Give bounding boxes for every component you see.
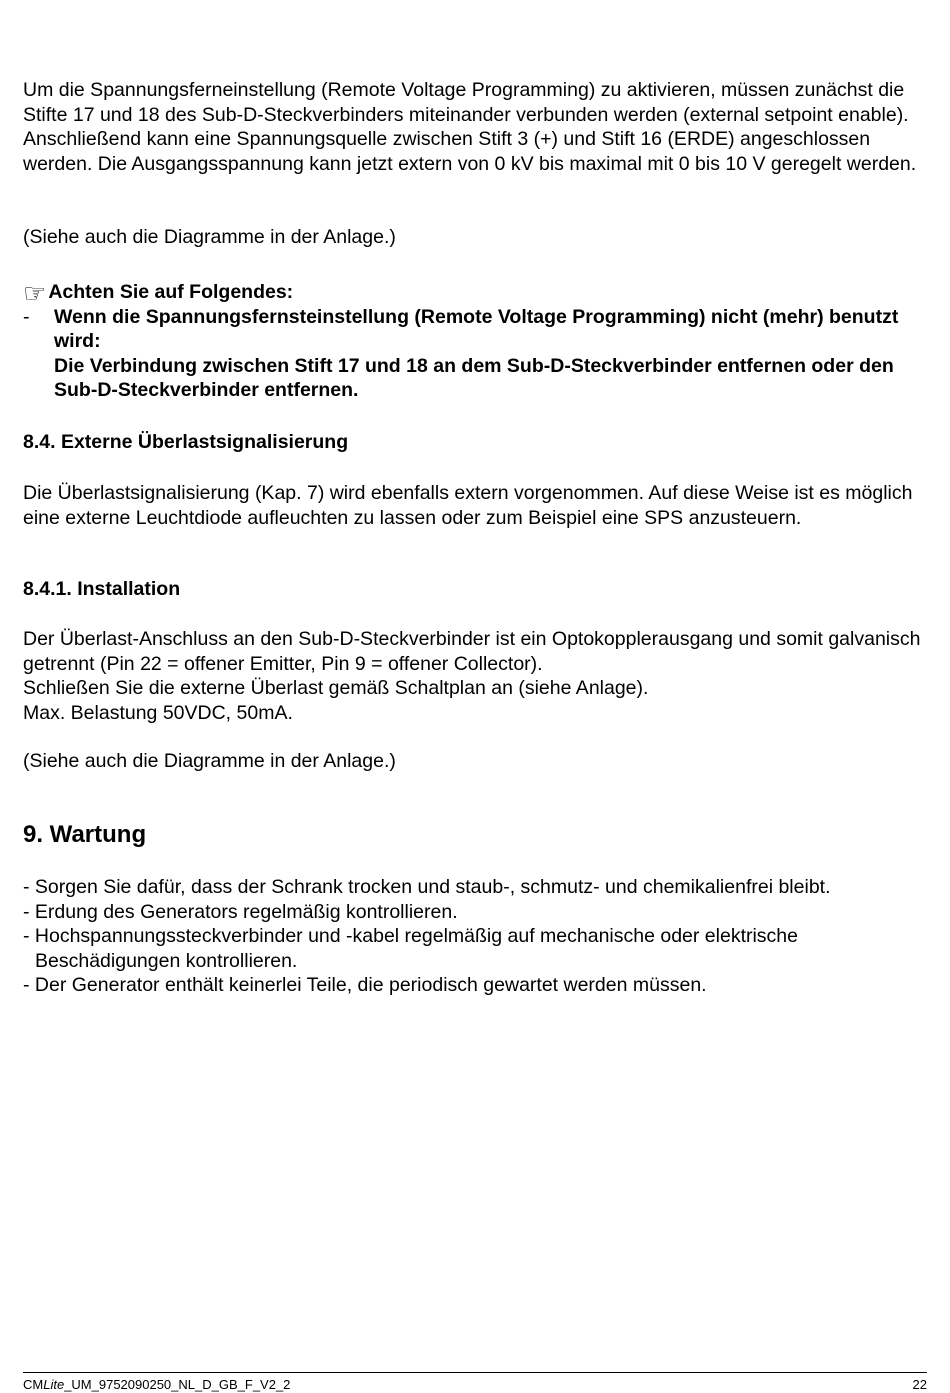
maintenance-item: - Erdung des Generators regelmäßig kontrollieren. [23, 900, 458, 923]
pointing-hand-icon: ☞ [23, 277, 47, 308]
paragraph-8-4: Die Überlastsignalisierung (Kap. 7) wird ebenfalls extern vorgenommen. Auf diese Weise ist es möglich eine externe Leuchtdiode aufleuchten zu lassen oder zum Beispiel eine SPS anzusteuern. [23, 482, 913, 529]
intro-paragraph: Um die Spannungsferneinstellung (Remote Voltage Programming) zu aktivieren, müssen zunächst die Stifte 17 und 18 des Sub-D-Steckverbinders miteinander verbunden werden (external setpoint enable). Anschließend kann eine Spannungsquelle zwischen Stift 3 (+) und Stift 16 (ERDE) angeschlossen werden. Die Ausgangsspannung kann jetzt extern von 0 kV bis maximal mit 0 bis 10 V geregelt werden. [23, 79, 917, 175]
heading-8-4: 8.4. Externe Überlastsignalisierung [23, 431, 349, 453]
document-id [23, 1377, 290, 1392]
see-also-note-2: (Siehe auch die Diagramme in der Anlage.) [23, 750, 396, 772]
notice-block [23, 277, 927, 403]
installation-block [23, 627, 923, 725]
document-id-prefix: CM [23, 1377, 44, 1392]
notice-line-2: Die Verbindung zwischen Stift 17 und 18 an dem Sub-D-Steckverbinder entfernen oder den Sub-D-Steckverbinder entfernen. [54, 354, 894, 401]
installation-line-1: Der Überlast-Anschluss an den Sub-D-Steckverbinder ist ein Optokopplerausgang und somit galvanisch getrennt (Pin 22 = offener Emitter, Pin 9 = offener Collector). [23, 628, 921, 675]
heading-8-4-1: 8.4.1. Installation [23, 578, 181, 600]
heading-9: 9. Wartung [23, 821, 147, 848]
notice-heading-row [23, 277, 927, 308]
maintenance-item: - Sorgen Sie dafür, dass der Schrank trocken und staub-, schmutz- und chemikalienfrei bleibt. [23, 876, 831, 898]
notice-line-1: Wenn die Spannungsfernsteinstellung (Remote Voltage Programming) nicht (mehr) benutzt wird: [54, 305, 899, 352]
page-footer [23, 1372, 927, 1392]
document-id-italic: Lite [43, 1377, 65, 1392]
see-also-note: (Siehe auch die Diagramme in der Anlage.) [23, 226, 396, 248]
installation-line-2: Schließen Sie die externe Überlast gemäß Schaltplan an (siehe Anlage). [23, 677, 649, 699]
installation-line-3: Max. Belastung 50VDC, 50mA. [23, 701, 293, 724]
notice-item [23, 305, 927, 403]
notice-dash: - [23, 305, 30, 328]
page-number: 22 [912, 1377, 927, 1392]
document-id-suffix: _UM_9752090250_NL_D_GB_F_V2_2 [64, 1377, 291, 1392]
maintenance-item: - Der Generator enthält keinerlei Teile, die periodisch gewartet werden müssen. [23, 974, 707, 996]
notice-heading: Achten Sie auf Folgendes: [48, 281, 294, 303]
maintenance-item: - Hochspannungssteckverbinder und -kabel regelmäßig auf mechanische oder elektrische Beschädigungen kontrollieren. [23, 925, 799, 972]
maintenance-list [23, 875, 903, 998]
